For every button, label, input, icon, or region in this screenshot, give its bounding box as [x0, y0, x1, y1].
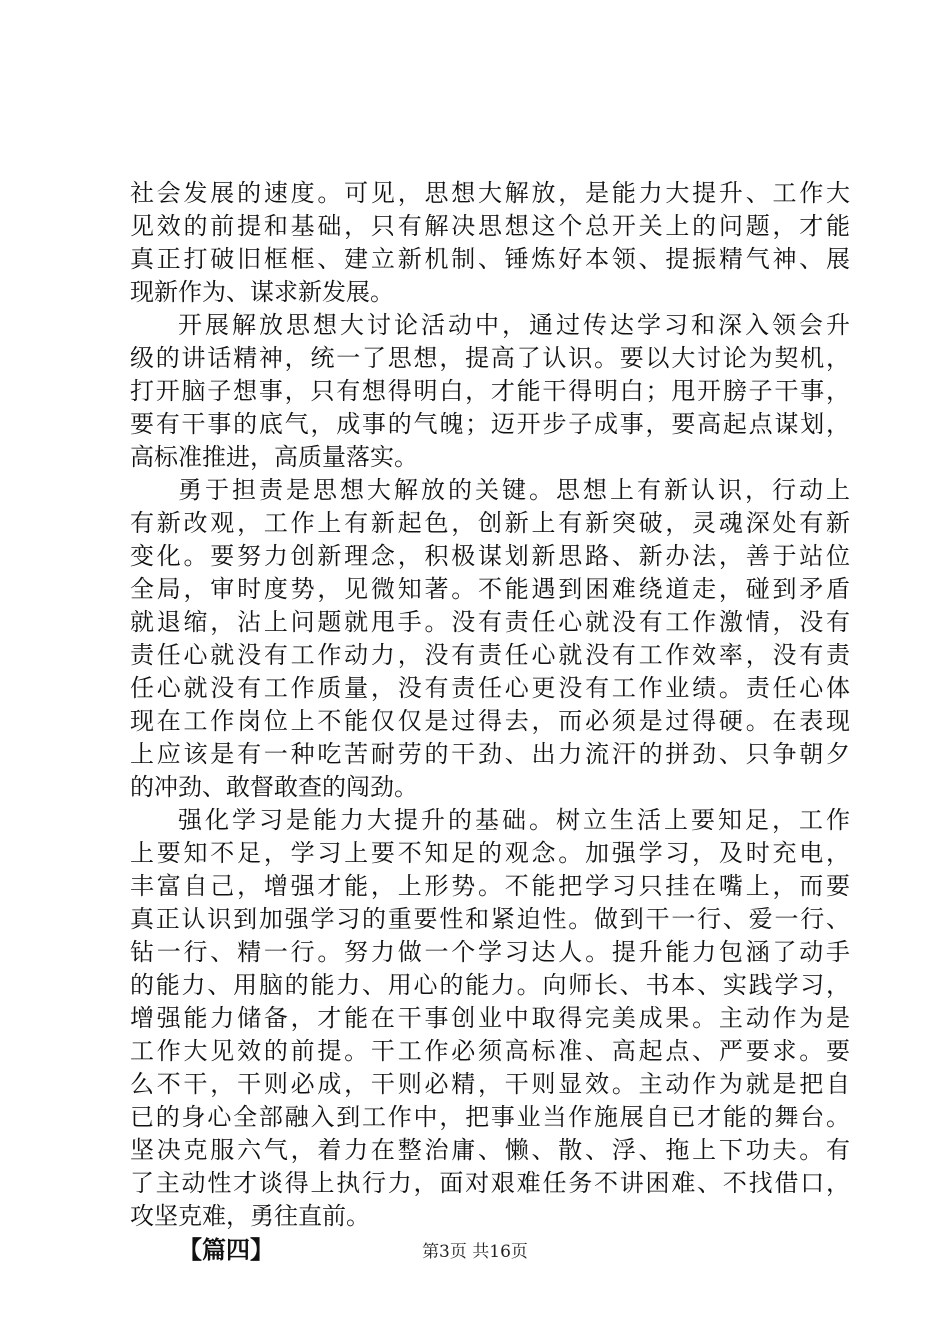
text-line: 丰富自己，增强才能，上形势。不能把学习只挂在嘴上，而要: [130, 872, 850, 900]
text-line: 现新作为、谋求新发展。: [130, 278, 394, 306]
text-line: 就退缩，沾上问题就甩手。没有责任心就没有工作激情，没有: [130, 608, 850, 636]
text-line: 的冲劲、敢督敢查的闯劲。: [130, 773, 418, 801]
text-line: 现在工作岗位上不能仅仅是过得去，而必须是过得硬。在表现: [130, 707, 850, 735]
text-line: 社会发展的速度。可见，思想大解放，是能力大提升、工作大: [130, 179, 850, 207]
paragraph: [130, 177, 850, 309]
text-line: 开展解放思想大讨论活动中，通过传达学习和深入领会升: [178, 311, 850, 339]
text-line: 真正打破旧框框、建立新机制、锤炼好本领、提振精气神、展: [130, 245, 850, 273]
text-line: 变化。要努力创新理念，积极谋划新思路、新办法，善于站位: [130, 542, 850, 570]
text-line: 上应该是有一种吃苦耐劳的干劲、出力流汗的拼劲、只争朝夕: [130, 740, 850, 768]
text-line: 坚决克服六气，着力在整治庸、懒、散、浮、拖上下功夫。有: [130, 1136, 850, 1164]
text-line: 任心就没有工作质量，没有责任心更没有工作业绩。责任心体: [130, 674, 850, 702]
text-line: 钻一行、精一行。努力做一个学习达人。提升能力包涵了动手: [130, 938, 850, 966]
paragraph: [130, 804, 850, 1233]
text-line: 全局，审时度势，见微知著。不能遇到困难绕道走，碰到矛盾: [130, 575, 850, 603]
text-line: 责任心就没有工作动力，没有责任心就没有工作效率，没有责: [130, 641, 850, 669]
document-body: [130, 177, 850, 1266]
paragraph: [130, 309, 850, 474]
text-line: 打开脑子想事，只有想得明白，才能干得明白；甩开膀子干事，: [130, 377, 850, 405]
text-line: 有新改观，工作上有新起色，创新上有新突破，灵魂深处有新: [130, 509, 850, 537]
text-line: 么不干，干则必成，干则必精，干则显效。主动作为就是把自: [130, 1070, 850, 1098]
text-line: 要有干事的底气，成事的气魄；迈开步子成事，要高起点谋划，: [130, 410, 850, 438]
text-line: 高标准推进，高质量落实。: [130, 443, 418, 471]
text-line: 攻坚克难，勇往直前。: [130, 1202, 370, 1230]
text-line: 了主动性才谈得上执行力，面对艰难任务不讲困难、不找借口，: [130, 1169, 850, 1197]
text-line: 级的讲话精神，统一了思想，提高了认识。要以大讨论为契机，: [130, 344, 850, 372]
page-footer: 第3页 共16页: [422, 1242, 528, 1262]
text-line: 强化学习是能力大提升的基础。树立生活上要知足，工作: [178, 806, 850, 834]
text-line: 已的身心全部融入到工作中，把事业当作施展自已才能的舞台。: [130, 1103, 850, 1131]
text-line: 的能力、用脑的能力、用心的能力。向师长、书本、实践学习，: [130, 971, 850, 999]
paragraph: [130, 474, 850, 804]
text-line: 真正认识到加强学习的重要性和紧迫性。做到干一行、爱一行、: [130, 905, 850, 933]
text-line: 见效的前提和基础，只有解决思想这个总开关上的问题，才能: [130, 212, 850, 240]
text-line: 增强能力储备，才能在干事创业中取得完美成果。主动作为是: [130, 1004, 850, 1032]
text-line: 勇于担责是思想大解放的关键。思想上有新认识，行动上: [178, 476, 850, 504]
section-heading: 【篇四】: [178, 1235, 274, 1264]
text-line: 上要知不足，学习上要不知足的观念。加强学习，及时充电，: [130, 839, 850, 867]
text-line: 工作大见效的前提。干工作必须高标准、高起点、严要求。要: [130, 1037, 850, 1065]
